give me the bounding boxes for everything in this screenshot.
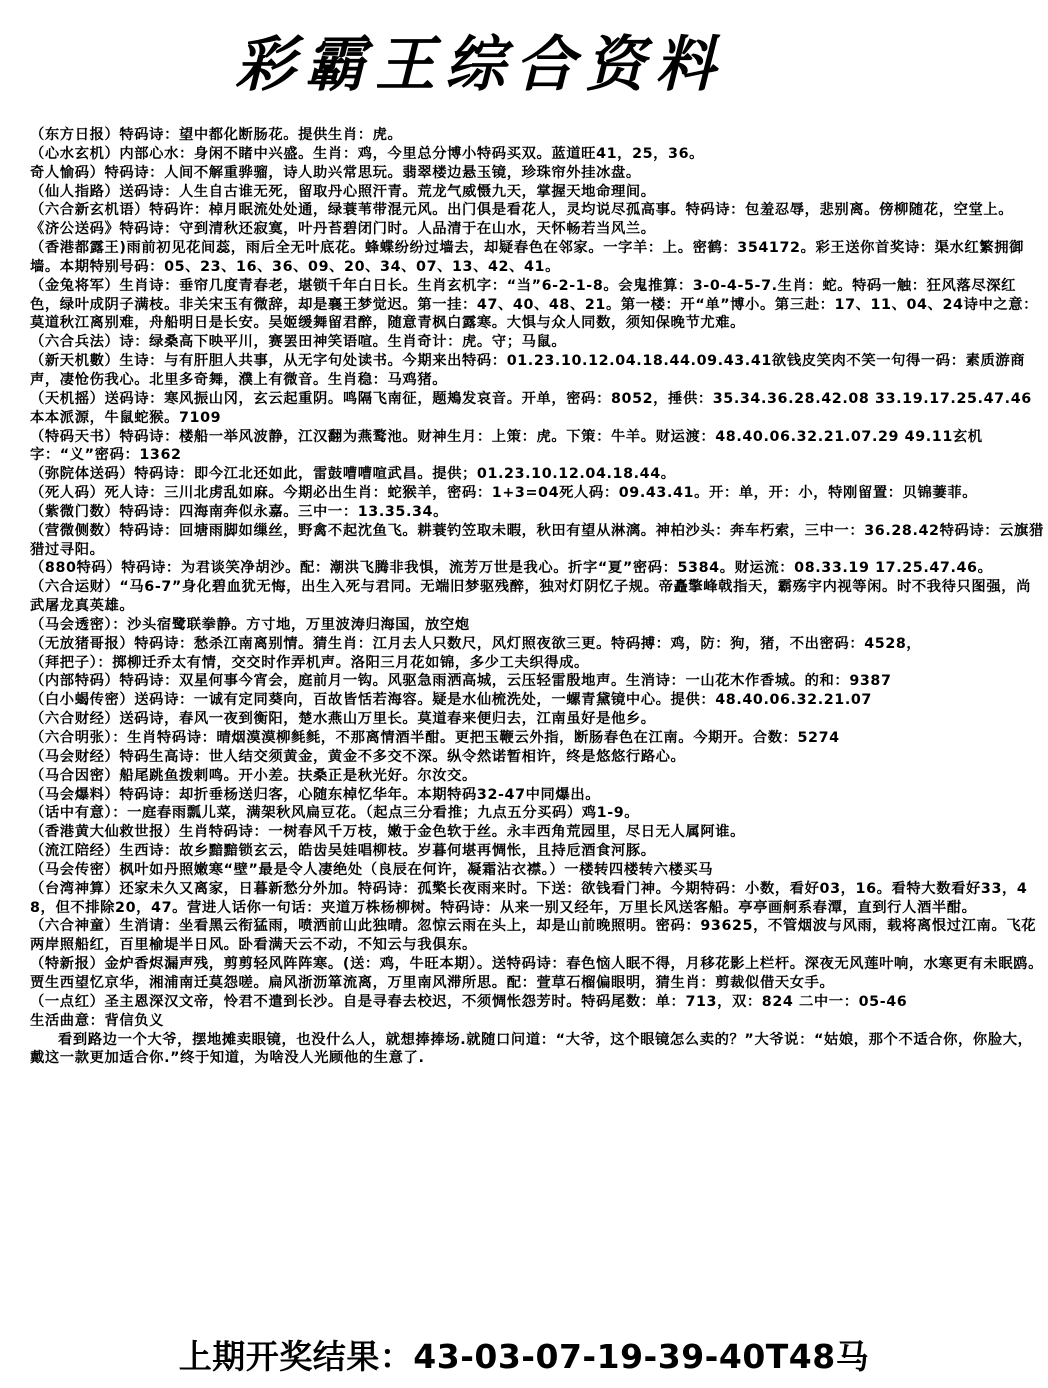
content-paragraph: （六合神童）生消请：坐看黑云衔猛雨，喷洒前山此独晴。忽惊云雨在头上，却是山前晚照明。密码：93625，不管烟波与风雨，载将离恨过江南。飞花两岸照船红，百里榆堤半日风。卧看满天云不动，不知云与我俱东。 (30, 918, 1037, 954)
content-paragraph: （白小蝎传密）送码诗：一诚有定同葵向，百故皆恬若海容。疑是水仙梳洗处，一螺青黛镜中心。提供：48.40.06.32.21.07 (30, 692, 872, 709)
content-paragraph: （六合新玄机语）特码许：棹月眠流处处通，绿蓑苇带混元风。出门俱是看花人，灵均说尽孤高事。特码诗：包羞忍辱，悲别离。傍柳随花，空堂上。 (30, 202, 1014, 219)
content-paragraph: （拜把子）：掷柳迁乔太有情，交交时作弄机声。洛阳三月花如锦，多少工夫织得成。 (30, 654, 589, 671)
content-paragraph: （马合因密）船尾跳鱼拨剌鸣。开小差。扶桑正是秋光好。尔汝交。 (30, 767, 477, 784)
content-paragraph: （心水玄机）内部心水：身闲不睹中兴盛。生肖：鸡，今里总分博小特码买双。蓝道旺41，25，36。 (30, 145, 705, 162)
content-paragraph: （新天机數）生诗：与有肝胆人共事，从无字句处读书。今期来出特码：01.23.10.12.04.18.44.09.43.41欲钱皮笑肉不笑一句得一码：素质游商声，凄怆伤我心。北里多奇舞，濮上有微音。生肖稳：马鸡猪。 (30, 353, 1026, 388)
content-paragraph: 生活曲意：背信负义 (30, 1012, 165, 1029)
content-paragraph: （紫微门数）特码诗：四海南奔似永嘉。三中一：13.35.34。 (30, 503, 448, 520)
content-paragraph: （无放猪哥报）特码诗：愁杀江南离别情。猜生肖：江月去人只数尺，风灯照夜欲三更。特码搏：鸡，防：狗，猪，不出密码：4528， (30, 635, 922, 652)
content-paragraph: （马会透密）：沙头宿鹭联拳静。方寸地，万里波涛归海国，放空炮 (30, 616, 470, 633)
content-paragraph: （六合运财）“马6-7”身化碧血犹无悔，出生入死与君同。无端旧梦驱残醉，独对灯阴忆子规。帝矗擎峰戟指天，霸殇宇内视等闲。时不我待只图强，尚武屠龙真英雄。 (30, 579, 1032, 615)
content-paragraph: （六合明张）：生肖特码诗：晴烟漠漠柳毵毵，不那离情酒半酣。更把玉鞭云外指，断肠春色在江南。今期开。合数：5274 (30, 730, 840, 746)
document-body (30, 126, 1045, 1068)
content-paragraph: （特新报）金炉香烬漏声残，剪剪轻风阵阵寒。(送：鸡，牛旺本期）。送特码诗：春色恼人眠不得，月移花影上栏杆。深夜无风莲叶响，水寒更有未眠鸥。贾生西望忆京华，湘浦南迁莫怨嗟。扁风浙沥箪流离，万里南风滞所思。配：萱草石榴偏眼明，猜生肖：剪裁似借天女手。 (30, 956, 1043, 991)
story-paragraph: 看到路边一个大爷，摆地摊卖眼镜，也没什么人，就想捧捧场.就随口问道：“大爷，这个眼镜怎么卖的？”大爷说：“姑娘，那个不适合你，你脸大，戴这一款更加适合你.”终于知道，为啥没人光顾他的生意了. (30, 1031, 1033, 1067)
content-paragraph: （天机摇）送码诗：寒风振山冈，玄云起重阴。鸣隔飞南征，题鴂发哀音。开单，密码：8052，捶供：35.34.36.28.42.08 33.19.17.25.47.46本本派源，牛鼠蛇猴。7109 (30, 390, 1032, 426)
content-paragraph: （香港都露王)雨前初见花间蕊，雨后全无叶底花。蜂蝶纷纷过墙去，却疑春色在邻家。一字羊：上。密鹤：354172。彩王送你首奖诗：渠水红繁拥御墙。本期特别号码：05、23、16、36、09、20、34、07、13、42、41。 (30, 240, 1025, 275)
content-paragraph: （话中有意）：一庭春雨瓢儿菜，满架秋风扁豆花。（起点三分看推；九点五分买码）鸡1-9。 (30, 805, 640, 822)
content-paragraph: 《济公送码》特码诗：守到清秋还寂寞，叶丹苔碧闭门时。人品清于在山水，天怀畅若当风兰。 (30, 221, 656, 238)
content-paragraph: （马会爆料）特码诗：却折垂杨送归客，心随东棹忆华年。本期特码32-47中同爆出。 (30, 786, 601, 803)
content-paragraph: （六合兵法）诗：绿桑高下映平川，赛罢田神笑语喧。生肖奇计：虎。守；马鼠。 (30, 334, 567, 351)
content-paragraph: （流江陪经）生西诗：故乡黯黯锁玄云，皓齿吴娃唱柳枝。岁暮何堪再惆怅，且持卮酒食河豚。 (30, 843, 656, 860)
content-paragraph: （营微侧数）特码诗：回塘雨脚如缫丝，野禽不起沈鱼飞。耕蓑钓笠取未暇，秋田有望从淋漓。神柏沙头：奔车朽索，三中一：36.28.42特码诗：云旗猎猎过寻阳。 (30, 522, 1044, 558)
content-paragraph: （一点红）圣主恩深汉文帝，怜君不遣到长沙。自是寻春去校迟，不须惆怅怨芳时。特码尾数：单：713，双：824 二中一：05-46 (30, 993, 908, 1010)
content-paragraph: （弥院体送码）特码诗：即今江北还如此，雷鼓嘈嘈喧武昌。提供；01.23.10.12.04.18.44。 (30, 466, 676, 483)
content-paragraph: （香港黄大仙救世报）生肖特码诗：一树春风千万枝，嫩于金色软于丝。永丰西角荒园里，尽日无人属阿谁。 (30, 824, 746, 841)
content-paragraph: （880特码）特码诗：为君谈笑净胡沙。配：潮洪飞腾非我惧，流芳万世是我心。折字“夏”密码：5384。财运流：08.33.19 17.25.47.46。 (30, 560, 993, 577)
content-paragraph: （死人码）死人诗：三川北虏乱如麻。今期必出生肖：蛇猴羊，密码：1+3=04死人码：09.43.41。开：单，开：小，特刚留置：贝锦萋菲。 (30, 485, 978, 502)
content-paragraph: （特码天书）特码诗：楼船一举风波静，江汉翻为燕鹜池。财神生月：上策：虎。下策：牛羊。财运渡：48.40.06.32.21.07.29 49.11玄机字：“义”密码：1362 (30, 428, 983, 464)
content-paragraph: （仙人指路）送码诗：人生自古谁无死，留取丹心照汗青。荒龙气威慑九天，掌握天地命理间。 (30, 183, 656, 200)
content-paragraph: （内部特码）特码诗：双星何事今宵会，庭前月一钩。风驱急雨洒高城，云压轻雷殷地声。生消诗：一山花木作香城。的和：9387 (30, 673, 892, 690)
content-paragraph: （马会传密）枫叶如丹照嫩寒“壁”最是令人凄绝处（良辰在何许，凝霜沾衣襟。）一楼转四楼转六楼买马 (30, 861, 714, 878)
content-paragraph: 奇人愉码）特码诗：人间不解重骅骝，诗人助兴常思玩。翡翠楼边悬玉镜，珍珠帘外挂冰盘。 (30, 164, 641, 181)
content-paragraph: （马会财经）特码生高诗：世人结交须黄金，黄金不多交不深。纵令然诺暂相许，终是悠悠行路心。 (30, 748, 686, 765)
content-paragraph: （东方日报）特码诗：望中都化断肠花。提供生肖：虎。 (30, 127, 403, 143)
page-title: 彩霸王综合资料 (235, 30, 725, 100)
content-paragraph: （六合财经）送码诗，春风一夜到衡阳，楚水燕山万里长。莫道春来便归去，江南虽好是他乡。 (30, 711, 656, 728)
last-draw-result: 上期开奖结果：43-03-07-19-39-40T48马 (178, 1337, 870, 1376)
content-paragraph: （台湾神算）还家未久又离家，日暮新愁分外加。特码诗：孤檠长夜雨来时。下送：欲钱看门神。今期特码：小数，看好03，16。看特大数看好33，48，但不排除20，47。营进人话你一句话：夹道万株杨柳树。特码诗：从来一别又经年，万里长风送客船。亭亭画舸系春潭，直到行人酒半酣。 (30, 880, 1028, 916)
content-paragraph: （金兔将军）生肖诗：垂帘几度青春老，堪锁千年白日长。生肖玄机字：“当”6-2-1-8。会鬼推算：3-0-4-5-7.生肖：蛇。特码一触：狂风落尽深红色，绿叶成阴子满枝。非关宋玉有微辞，却是襄王梦觉迟。第一挂：47、40、48、21。第一楼：开“单”博小。第三赴：17、11、04、24诗中之意：莫道秋江离别难，舟船明日是长安。吴姬缓舞留君醉，随意青枫白露寒。大惧与众人同数，须知保晚节尤难。 (30, 277, 1039, 332)
